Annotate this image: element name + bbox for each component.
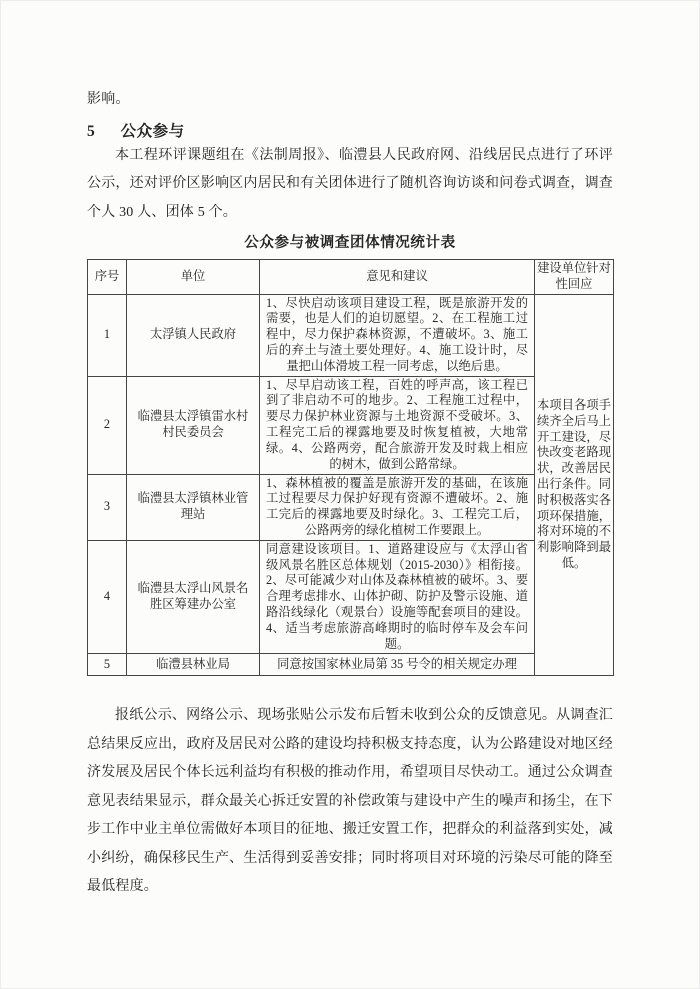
cell-seq-3: 3 (88, 474, 127, 540)
table-title: 公众参与被调查团体情况统计表 (244, 235, 456, 251)
cell-unit-5: 临澧县林业局 (127, 654, 260, 676)
cell-response-merged: 本项目各项手续齐全后马上开工建设，尽快改变老路现状，改善居民出行条件。同时积极落实各项环保措施，将对环境的不利影响降到最低。 (535, 294, 614, 676)
cell-unit-3: 临澧县太浮镇林业管理站 (127, 474, 260, 540)
header-unit: 单位 (127, 260, 260, 295)
page-content (87, 86, 613, 902)
intro-paragraph: 本工程环评课题组在《法制周报》、临澧县人民政府网、沿线居民点进行了环评公示，还对评价区影响区内居民和有关团体进行了随机咨询访谈和问卷式调查，调查个人 30 人、团体 5 个。 (87, 147, 613, 220)
cell-unit-4: 临澧县太浮山风景名胜区筹建办公室 (127, 540, 260, 654)
section-number: 5 (87, 122, 96, 140)
closing-paragraph: 报纸公示、网络公示、现场张贴公示发布后暂未收到公众的反馈意见。从调查汇总结果反应出，政府及居民对公路的建设均持积极支持态度，认为公路建设对地区经济发展及居民个体长远利益均有积极的推动作用，希望项目尽快动工。通过公众调查意见表结果显示，群众最关心拆迁安置的补偿政策与建设中产生的噪声和扬尘，在下步工作中业主单位需做好本项目的征地、搬迁安置工作，把群众的利益落到实处，减小纠纷，确保移民生产、生活得到妥善安排；同时将项目对环境的污染尽可能的降至最低程度。 (87, 708, 613, 895)
cell-unit-2: 临澧县太浮镇雷水村村民委员会 (127, 376, 260, 474)
header-seq: 序号 (88, 260, 127, 295)
cell-seq-4: 4 (88, 540, 127, 654)
public-participation-table (87, 259, 614, 676)
cell-opinion-4: 同意建设该项目。1、道路建设应与《太浮山省级风景名胜区总体规划（2015-2030）》相衔接。2、尽可能减少对山体及森林植被的破坏。3、要合理考虑排水、山体护砌、防护及警示设施、道路沿线绿化（观景台）设施等配套项目的建设。4、适当考虑旅游高峰期时的临时停车及会车问题。 (260, 540, 535, 654)
section-heading (87, 121, 613, 142)
cell-opinion-3: 1、森林植被的覆盖是旅游开发的基础，在该施工过程要尽力保护好现有资源不遭破坏。2、施工完后的裸露地要及时绿化。3、工程完工后，公路两旁的绿化植树工作要跟上。 (260, 474, 535, 540)
table-header-row (88, 260, 614, 295)
cell-opinion-5: 同意按国家林业局第 35 号令的相关规定办理 (260, 654, 535, 676)
header-response: 建设单位针对性回应 (535, 260, 614, 295)
header-opinion: 意见和建议 (260, 260, 535, 295)
cell-unit-1: 太浮镇人民政府 (127, 294, 260, 376)
paragraph-top: 影响。 (87, 92, 130, 107)
table-row (88, 294, 614, 376)
cell-seq-1: 1 (88, 294, 127, 376)
cell-opinion-1: 1、尽快启动该项目建设工程，既是旅游开发的需要，也是人们的迫切愿望。2、在工程施工过程中，尽力保护森林资源，不遭破坏。3、施工后的弃土与渣土要处理好。4、施工设计时，尽量把山体滑坡工程一同考虑，以绝后患。 (260, 294, 535, 376)
section-title: 公众参与 (120, 122, 185, 140)
cell-seq-5: 5 (88, 654, 127, 676)
cell-opinion-2: 1、尽早启动该工程，百姓的呼声高，该工程已到了非启动不可的地步。2、工程施工过程中，要尽力保护林业资源与土地资源不受破坏。3、工程完工后的裸露地要及时恢复植被，大地常绿。4、公路两旁，配合旅游开发及时栽上相应的树木，做到公路常绿。 (260, 376, 535, 474)
cell-seq-2: 2 (88, 376, 127, 474)
